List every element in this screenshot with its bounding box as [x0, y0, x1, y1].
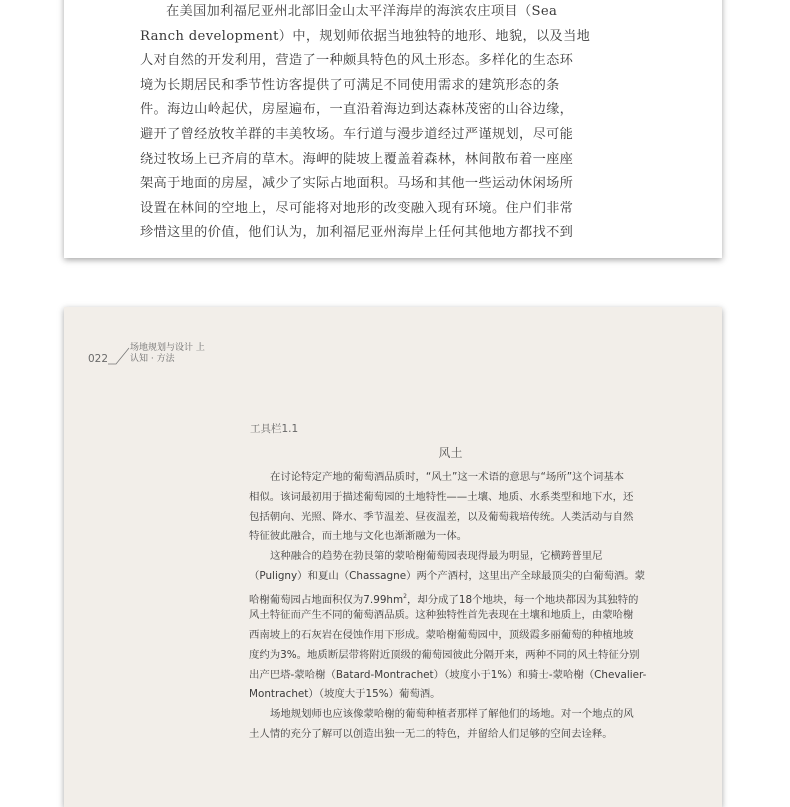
text-line	[249, 567, 652, 587]
text-line: 避开了曾经放牧羊群的丰美牧场。车行道与漫步道经过严谨规划，尽可能	[140, 126, 574, 142]
page-body-text	[140, 0, 591, 246]
text-line: Ranch development）中，规划师依据当地独特的地形、地貌，以及当地	[140, 28, 591, 44]
text-line	[249, 488, 652, 508]
text-run: 度约为3%。地质断层带将附近顶级的葡萄园彼此分隔开来，两种不同的风土特征分别	[249, 648, 640, 661]
document-page-bottom	[64, 307, 722, 807]
text-line: 在美国加利福尼亚州北部旧金山太平洋海岸的海滨农庄项目（Sea	[166, 4, 558, 19]
text-run: 出产巴塔-蒙哈榭（Batard-Montrachet）（坡度小于1%）和骑士-蒙哈榭（Chevalier-	[249, 668, 647, 681]
text-line: 人对自然的开发利用，营造了一种颇具特色的风土形态。多样化的生态环	[140, 53, 574, 69]
text-run: 哈榭葡萄园占地面积仅为7.99hm	[249, 593, 404, 606]
text-line	[249, 666, 652, 686]
text-line: 境为长期居民和季节性访客提供了可满足不同使用需求的建筑形态的条	[140, 77, 560, 93]
text-line	[249, 468, 652, 488]
text-line: 珍惜这里的价值，他们认为，加利福尼亚州海岸上任何其他地方都找不到	[140, 225, 574, 241]
text-line: 设置在林间的空地上，尽可能将对地形的改变融入现有环境。住户们非常	[140, 200, 574, 216]
book-title: 场地规划与设计 上	[130, 343, 205, 353]
text-run: 在讨论特定产地的葡萄酒品质时，“风土”这一术语的意思与“场所”这个词基本	[270, 471, 625, 483]
sidebar-box-label: 工具栏1.1	[250, 423, 299, 435]
text-run: 风土特征而产生不同的葡萄酒品质。这种独特性首先表现在土壤和地质上，由蒙哈榭	[249, 609, 634, 622]
text-line	[249, 646, 652, 666]
text-line	[249, 685, 652, 705]
running-header	[88, 343, 288, 367]
book-subtitle: 认知 · 方法	[130, 354, 175, 364]
text-run: 土人情的充分了解可以创造出独一无二的特色，并留给人们足够的空间去诠释。	[249, 727, 613, 740]
text-line	[249, 705, 652, 725]
text-line	[249, 527, 652, 547]
text-line	[249, 626, 652, 646]
header-slash-icon	[108, 345, 130, 365]
sidebar-box-title: 风土	[438, 446, 463, 460]
text-line: 件。海边山岭起伏，房屋遍布，一直沿着海边到达森林茂密的山谷边缘，	[140, 102, 574, 118]
text-run: 西南坡上的石灰岩在侵蚀作用下形成。蒙哈榭葡萄园中，顶级霞多丽葡萄的种植地坡	[249, 629, 634, 641]
text-line	[249, 547, 652, 567]
document-page-top	[64, 0, 722, 258]
sidebar-box-text	[249, 468, 652, 745]
text-run: ，却分成了18个地块，每一个地块都因为其独特的	[406, 593, 639, 606]
superscript: 2	[403, 592, 407, 600]
text-line	[249, 508, 652, 528]
text-run: 相似。该词最初用于描述葡萄园的土地特性——土壤、地质、水系类型和地下水，还	[249, 490, 634, 503]
text-run: 场地规划师也应该像蒙哈榭的葡萄种植者那样了解他们的场地。对一个地点的风	[270, 708, 634, 720]
text-line: 绕过牧场上已齐肩的草木。海岬的陡坡上覆盖着森林，林间散布着一座座	[140, 151, 574, 167]
page-number: 022	[88, 353, 109, 365]
text-line	[249, 606, 652, 626]
text-run: 这种融合的趋势在勃艮第的蒙哈榭葡萄园表现得最为明显，它横跨普里尼	[270, 550, 603, 562]
text-run: （Puligny）和夏山（Chassagne）两个产酒村，这里出产全球最顶尖的白葡萄酒。蒙	[249, 569, 646, 582]
text-line	[249, 587, 652, 607]
text-run: 包括朝向、光照、降水、季节温差、昼夜温差，以及葡萄栽培传统。人类活动与自然	[249, 510, 634, 523]
text-run: Montrachet）（坡度大于15%）葡萄酒。	[249, 688, 441, 701]
text-line: 架高于地面的房屋，减少了实际占地面积。马场和其他一些运动休闲场所	[140, 176, 574, 192]
text-run: 特征彼此融合，而土地与文化也渐渐融为一体。	[249, 530, 468, 543]
text-line	[249, 725, 652, 745]
